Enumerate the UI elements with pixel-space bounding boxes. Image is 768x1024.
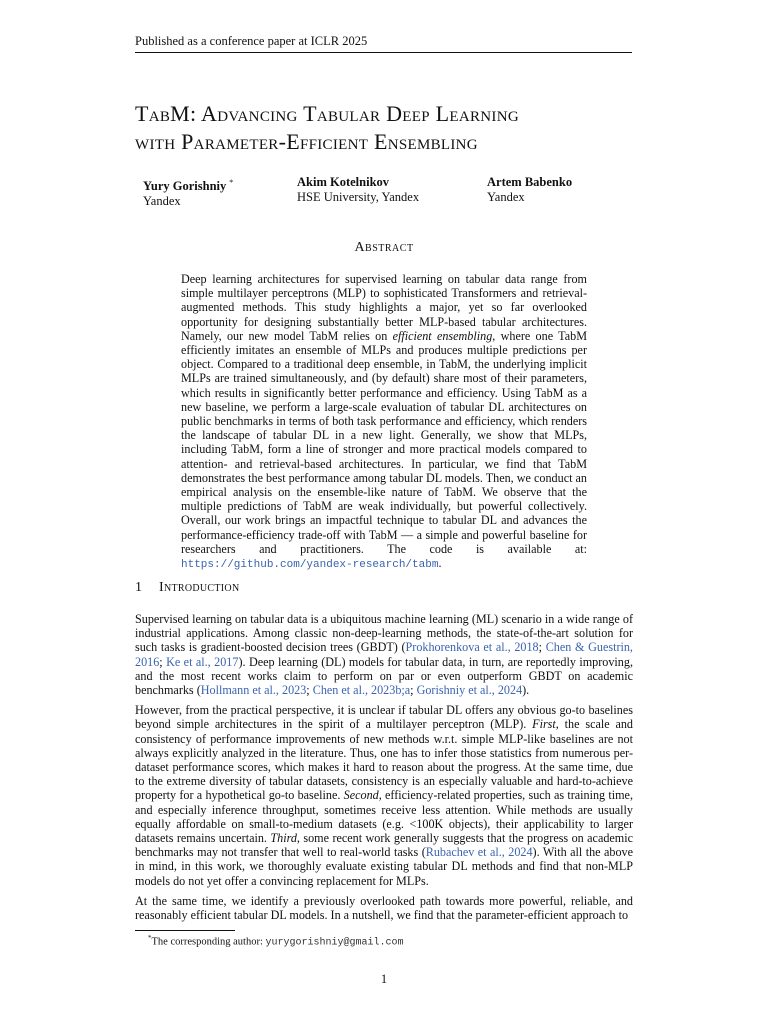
author-affiliation: HSE University, Yandex <box>297 190 420 204</box>
paragraph-text: , some recent work generally suggests that the progress on academic benchmarks may not transfer that well to real-world tasks ( <box>135 831 633 860</box>
author-affiliation: Yandex <box>487 190 525 204</box>
paragraph-text: ; <box>538 640 546 655</box>
paragraph-text: , efficiency-related properties, such as training time, and especially inference throughput, sometimes receive less attention. While methods are usually equally affordable on small-to-medium datasets (e.g. <100K objects), their applicability to larger datasets remains uncertain. <box>135 788 633 846</box>
paragraph-text: ; <box>159 654 167 669</box>
abstract-end: . <box>438 556 442 571</box>
paper-title-line-1: TabM: Advancing Tabular Deep Learning <box>135 101 519 126</box>
citation-link[interactable]: Rubachev et al., 2024 <box>425 845 533 860</box>
paragraph-emphasis: First <box>532 717 556 732</box>
footnote-divider <box>135 930 235 931</box>
footnote-email[interactable]: yurygorishniy@gmail.com <box>265 937 404 949</box>
author-name: Artem Babenko <box>487 175 573 189</box>
paragraph-text: ). <box>522 683 530 698</box>
citation-link[interactable]: Gorishniy et al., 2024 <box>416 683 523 698</box>
running-header: Published as a conference paper at ICLR 2025 <box>135 34 632 53</box>
footnote <box>148 934 404 949</box>
paragraph-text: ; <box>410 683 417 698</box>
citation-link[interactable]: Chen & Guestrin, 2016 <box>135 640 633 669</box>
author-3 <box>487 175 572 205</box>
author-2 <box>297 175 419 205</box>
abstract-text: , where one TabM efficiently imitates an ensemble of MLPs and produces multiple predictions per object. Compared to a traditional deep ensemble, in TabM, the underlying implicit MLPs are trained simultaneously, and (by default) share most of their parameters, which results in significantly better performance and efficiency. Using TabM as a new baseline, we perform a large-scale evaluation of tabular DL architectures on public benchmarks in terms of both task performance and efficiency, which renders the landscape of tabular DL in a new light. Generally, we show that MLPs, including TabM, form a line of stronger and more practical models compared to attention- and retrieval-based architectures. In particular, we find that TabM demonstrates the best performance among tabular DL models. Then, we conduct an empirical analysis on the ensemble-like nature of TabM. We observe that the multiple predictions of TabM are weak individually, but powerful collectively. Overall, our work brings an impactful technique to tabular DL and advances the performance-efficiency trade-off with TabM — a simple and powerful baseline for researchers and practitioners. The code is available at: <box>181 328 587 556</box>
section-number: 1 <box>135 580 143 595</box>
paragraph-emphasis: Second <box>343 788 379 803</box>
abstract-text: Deep learning architectures for supervised learning on tabular data range from simple multilayer perceptrons (MLP) to sophisticated Transformers and retrieval-augmented methods. This study highlights a major, yet so far overlooked opportunity for designing substantially better MLP-based tabular architectures. Namely, our new model TabM relies on <box>181 272 587 343</box>
abstract-emphasis: efficient ensembling <box>392 328 493 343</box>
paragraph-emphasis: Third <box>270 831 297 846</box>
footnote-text: The corresponding author: <box>151 936 266 948</box>
author-1 <box>143 175 233 209</box>
author-name: Akim Kotelnikov <box>297 175 390 189</box>
paragraph-1 <box>135 612 633 697</box>
citation-link[interactable]: Prokhorenkova et al., 2018 <box>405 640 539 655</box>
footnote-mark: * <box>148 934 152 942</box>
paper-title <box>135 100 655 156</box>
paragraph-3 <box>135 894 633 922</box>
introduction-body <box>135 612 633 928</box>
page-number: 1 <box>380 972 388 986</box>
paper-title-line-2: with Parameter-Efficient Ensembling <box>135 129 478 154</box>
corresponding-mark: * <box>229 178 234 187</box>
abstract-body <box>181 272 587 572</box>
citation-link[interactable]: Ke et al., 2017 <box>166 654 239 669</box>
author-name: Yury Gorishniy <box>143 179 227 194</box>
code-link[interactable]: https://github.com/yandex-research/tabm <box>181 559 439 572</box>
section-heading-introduction <box>135 580 239 596</box>
citation-link[interactable]: Chen et al., 2023b;a <box>312 683 411 698</box>
paragraph-2 <box>135 703 633 888</box>
paragraph-text: However, from the practical perspective, it is unclear if tabular DL offers any obvious go-to baselines beyond simple architectures in the spirit of a multilayer perceptron (MLP). <box>135 703 633 732</box>
paragraph-text: , the scale and consistency of performance improvements of new methods w.r.t. simple MLP-like baselines are not always explicitly analyzed in the literature. Thus, one has to infer those statistics from numerous per-dataset performance scores, which makes it hard to reason about the progress. At the same time, due to the extreme diversity of tabular datasets, consistency is an especially valuable and hard-to-achieve property for a hypothetical go-to baseline. <box>135 717 634 803</box>
paragraph-text: ; <box>306 683 313 698</box>
paragraph-text: Supervised learning on tabular data is a ubiquitous machine learning (ML) scenario in a wide range of industrial applications. Among classic non-deep-learning methods, the state-of-the-art solution for such tasks is gradient-boosted decision trees (GBDT) ( <box>135 612 633 655</box>
citation-link[interactable]: Hollmann et al., 2023 <box>200 683 307 698</box>
section-title: Introduction <box>159 580 240 595</box>
paragraph-text: ). Deep learning (DL) models for tabular data, in turn, are reportedly improving, and the most recent works claim to perform on par or even outperform GBDT on academic benchmarks ( <box>135 654 633 698</box>
paragraph-text: ). With all the above in mind, in this work, we thoroughly evaluate existing tabular DL methods and find that non-MLP models do not yet offer a convincing replacement for MLPs. <box>135 845 633 888</box>
author-affiliation: Yandex <box>143 194 181 209</box>
abstract-heading: Abstract <box>354 240 414 255</box>
paragraph-text: At the same time, we identify a previously overlooked path towards more powerful, reliable, and reasonably efficient tabular DL models. In a nutshell, we find that the parameter-efficient approach to <box>135 893 633 923</box>
